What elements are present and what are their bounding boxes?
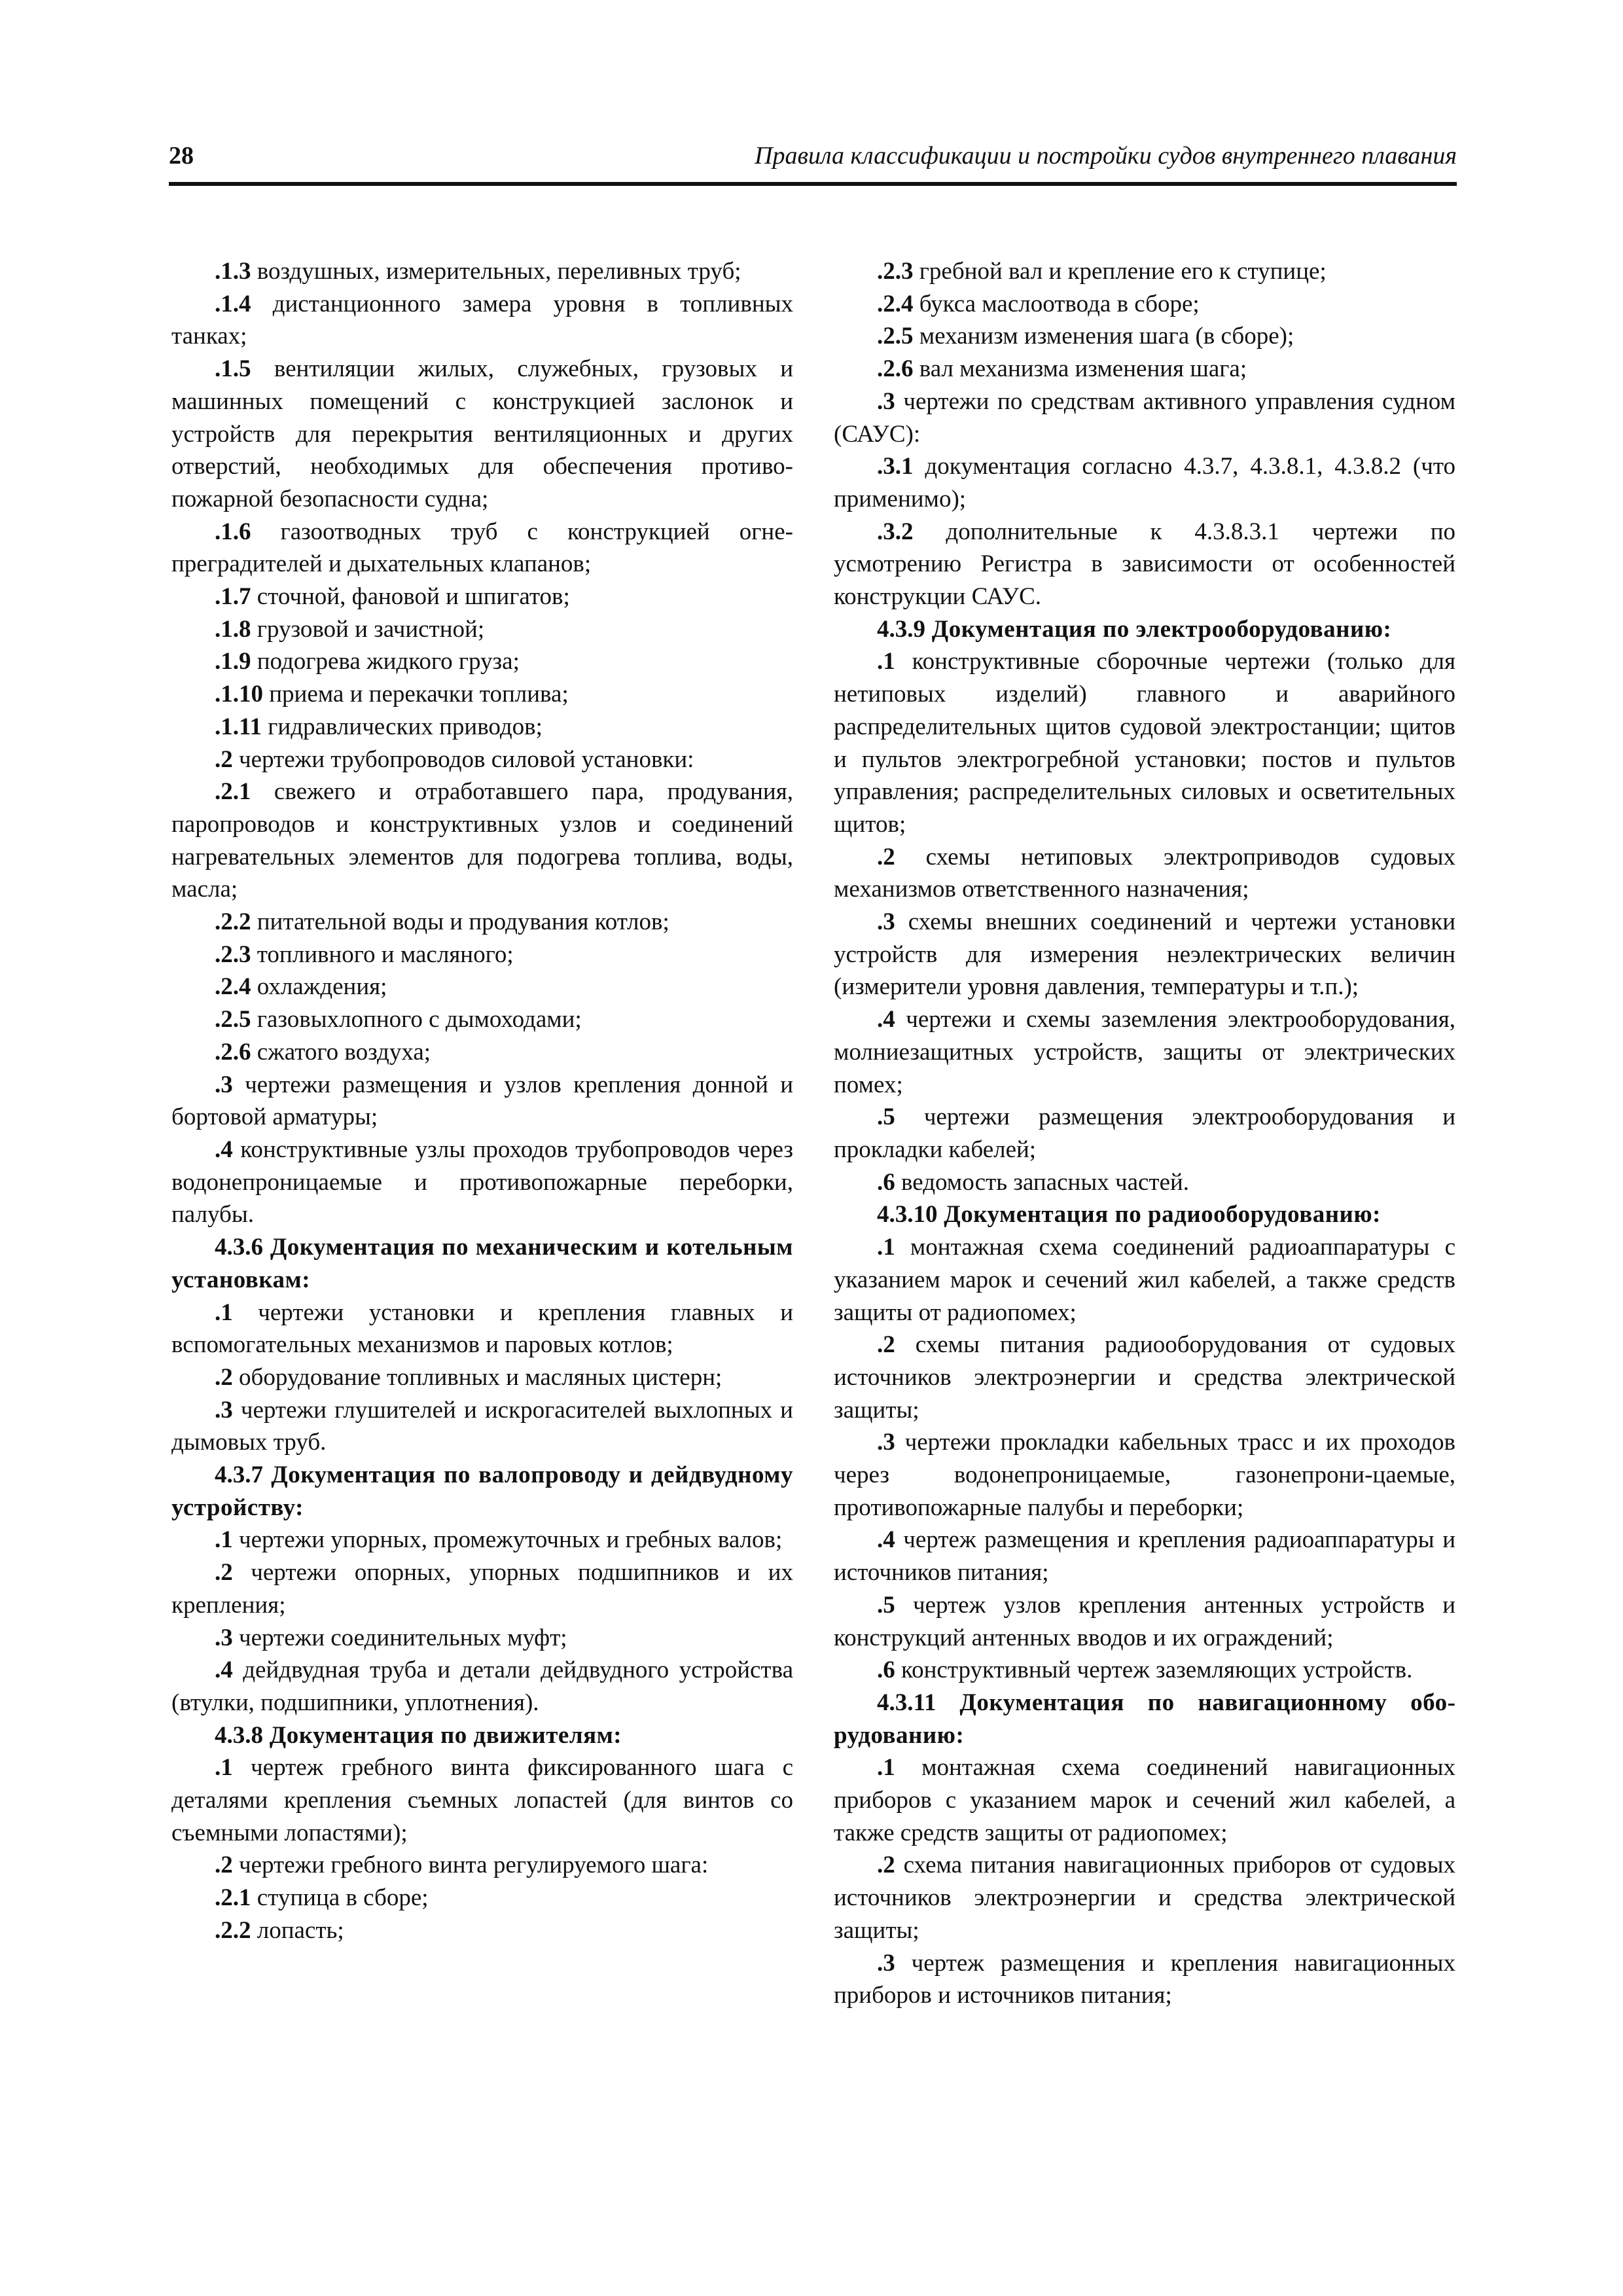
- item-text: топливного и масляного;: [251, 941, 514, 968]
- item-text: свежего и отработавшего пара, продувания, паропроводов и конструктивных узлов и соединений нагревательных элементов для подогрева топлива, воды, масла;: [171, 778, 793, 903]
- right-column: [834, 255, 1455, 2012]
- list-item: [834, 1849, 1455, 1946]
- item-number: .2: [215, 1363, 233, 1391]
- item-text: чертежи гребного винта регулируемого шага:: [232, 1852, 709, 1879]
- item-number: .3: [215, 1396, 233, 1424]
- item-text: чертеж размещения и крепления радиоаппаратуры и источников питания;: [834, 1526, 1455, 1587]
- list-item: [171, 645, 793, 678]
- item-text: чертежи глушителей и искрогасителей выхлопных и дымовых труб.: [171, 1396, 793, 1456]
- list-item: [171, 776, 793, 906]
- list-item: [171, 1556, 793, 1621]
- item-text: документация согласно 4.3.7, 4.3.8.1, 4.3.8.2 (что применимо);: [834, 453, 1455, 512]
- list-item: [834, 1426, 1455, 1524]
- item-number: .3: [215, 1624, 233, 1651]
- item-text: чертежи прокладки кабельных трасс и их проходов через водонепроницаемые, газонепрони-цаемые, противопожарные палубы и переборки;: [834, 1429, 1455, 1521]
- item-text: оборудование топливных и масляных цистерн;: [232, 1363, 722, 1391]
- item-number: .5: [877, 1591, 895, 1619]
- item-number: .2.4: [215, 973, 251, 1001]
- item-text: вал механизма изменения шага;: [913, 355, 1247, 383]
- item-text: дополнительные к 4.3.8.3.1 чертежи по усмотрению Регистра в зависимости от особенностей конструкции САУС.: [834, 518, 1455, 611]
- list-item: [834, 320, 1455, 353]
- list-item: [834, 386, 1455, 450]
- item-number: 4.3.6: [215, 1234, 263, 1261]
- list-item: [834, 1231, 1455, 1329]
- item-text: грузовой и зачистной;: [251, 615, 485, 643]
- section-heading: [834, 1198, 1455, 1231]
- item-number: .1: [877, 648, 895, 675]
- item-number: .2: [215, 1559, 233, 1587]
- item-number: .3: [877, 1949, 895, 1977]
- item-number: .1: [215, 1299, 233, 1326]
- list-item: [171, 1036, 793, 1069]
- item-number: .6: [877, 1168, 895, 1196]
- heading-text: Документация по радиооборудованию:: [937, 1201, 1381, 1229]
- item-text: газовыхлопного с дымоходами;: [251, 1006, 582, 1033]
- list-item: [834, 1003, 1455, 1101]
- item-number: .4: [215, 1136, 233, 1163]
- item-text: охлаждения;: [251, 973, 387, 1001]
- item-number: .1: [877, 1754, 895, 1782]
- item-number: 4.3.10: [877, 1201, 938, 1229]
- item-text: подогрева жидкого груза;: [251, 648, 520, 675]
- left-column: [171, 255, 793, 1947]
- item-text: чертеж узлов крепления антенных устройств и конструкций антенных вводов и их ограждений;: [834, 1591, 1455, 1651]
- heading-text: Документация по движителям:: [263, 1721, 622, 1749]
- list-item: [171, 353, 793, 516]
- list-item: [171, 255, 793, 288]
- item-text: чертежи установки и крепления главных и вспомогательных механизмов и паровых котлов;: [171, 1299, 793, 1359]
- item-text: гребной вал и крепление его к ступице;: [913, 258, 1327, 285]
- list-item: [171, 711, 793, 744]
- item-number: .1.8: [215, 615, 251, 643]
- item-number: .2.2: [215, 908, 251, 936]
- list-item: [834, 1329, 1455, 1426]
- item-number: .1: [877, 1234, 895, 1261]
- item-text: чертеж гребного винта фиксированного шага с деталями крепления съемных лопастей (для винтов со съемными лопастями);: [171, 1754, 793, 1846]
- page-header: [169, 141, 1457, 186]
- item-number: .2.3: [215, 941, 251, 968]
- item-number: .1.9: [215, 648, 251, 675]
- item-number: .3: [877, 1429, 895, 1456]
- item-text: сточной, фановой и шпигатов;: [251, 583, 570, 611]
- item-text: схемы внешних соединений и чертежи установки устройств для измерения неэлектрических величин (измерители уровня давления, температуры и т.п.);: [834, 908, 1455, 1001]
- section-heading: [171, 1459, 793, 1524]
- list-item: [171, 1849, 793, 1882]
- item-text: питательной воды и продувания котлов;: [251, 908, 669, 936]
- item-number: .1.11: [215, 713, 262, 740]
- list-item: [171, 1524, 793, 1556]
- item-number: 4.3.8: [215, 1721, 263, 1749]
- item-number: .2.6: [877, 355, 914, 383]
- item-text: монтажная схема соединений навигационных приборов с указанием марок и сечений жил кабелей, а также средств защиты от радиопомех;: [834, 1754, 1455, 1846]
- list-item: [171, 971, 793, 1003]
- item-text: чертежи соединительных муфт;: [232, 1624, 567, 1651]
- item-number: 4.3.11: [877, 1689, 936, 1716]
- list-item: [171, 613, 793, 646]
- item-number: .2: [877, 843, 895, 870]
- item-number: .1.5: [215, 355, 251, 383]
- item-number: .4: [215, 1657, 233, 1684]
- list-item: [171, 1003, 793, 1036]
- item-number: .2: [215, 745, 233, 773]
- item-number: .1.6: [215, 518, 251, 545]
- list-item: [834, 1654, 1455, 1687]
- item-text: букса маслоотвода в сборе;: [913, 290, 1200, 317]
- item-text: газоотводных труб с конструкцией огнепреградителей и дыхательных клапанов;: [171, 518, 793, 578]
- item-number: .4: [877, 1006, 895, 1033]
- item-text: конструктивный чертеж заземляющих устройств.: [895, 1657, 1413, 1684]
- list-item: [834, 1524, 1455, 1588]
- item-number: .1.10: [215, 681, 263, 708]
- list-item: [171, 744, 793, 776]
- list-item: [171, 1394, 793, 1459]
- item-number: .2.1: [215, 778, 251, 806]
- item-number: .2: [215, 1852, 233, 1879]
- list-item: [171, 288, 793, 353]
- list-item: [834, 1589, 1455, 1654]
- page-number: 28: [169, 142, 194, 170]
- section-heading: [834, 613, 1455, 646]
- item-number: .3.1: [877, 453, 914, 480]
- item-number: .4: [877, 1526, 895, 1554]
- list-item: [171, 1134, 793, 1231]
- item-text: ступица в сборе;: [251, 1884, 429, 1912]
- item-number: .2: [877, 1331, 895, 1359]
- item-text: схемы питания радиооборудования от судовых источников электроэнергии и средства электрической защиты;: [834, 1331, 1455, 1424]
- list-item: [171, 939, 793, 971]
- heading-text: Документация по валопроводу и дейдвудному устройству:: [171, 1462, 793, 1521]
- item-number: .2: [877, 1852, 895, 1879]
- section-heading: [171, 1231, 793, 1296]
- heading-text: Документация по механическим и котельным установкам:: [171, 1234, 793, 1293]
- item-text: дистанционного замера уровня в топливных танках;: [171, 290, 793, 350]
- list-item: [834, 1101, 1455, 1166]
- item-text: ведомость запасных частей.: [895, 1168, 1190, 1196]
- item-text: схема питания навигационных приборов от судовых источников электроэнергии и средства электрической защиты;: [834, 1852, 1455, 1944]
- list-item: [171, 1882, 793, 1914]
- item-text: чертежи размещения электрооборудования и прокладки кабелей;: [834, 1103, 1455, 1163]
- heading-text: Документация по навигационному оборудованию:: [834, 1689, 1455, 1749]
- list-item: [171, 1654, 793, 1719]
- list-item: [834, 1751, 1455, 1849]
- item-number: 4.3.7: [215, 1462, 263, 1489]
- item-number: .2.2: [215, 1916, 251, 1944]
- list-item: [171, 1751, 793, 1849]
- list-item: [834, 645, 1455, 840]
- item-number: .2.6: [215, 1038, 251, 1066]
- item-text: чертежи опорных, упорных подшипников и их крепления;: [171, 1559, 793, 1619]
- item-number: .3: [877, 908, 895, 936]
- item-number: .2.5: [877, 323, 914, 350]
- list-item: [171, 1622, 793, 1655]
- item-text: чертежи и схемы заземления электрооборудования, молниезащитных устройств, защиты от электрических помех;: [834, 1006, 1455, 1098]
- item-text: чертежи по средствам активного управления судном (САУС):: [834, 387, 1455, 448]
- item-number: .5: [877, 1103, 895, 1131]
- item-text: чертежи трубопроводов силовой установки:: [232, 745, 694, 773]
- item-text: вентиляции жилых, служебных, грузовых и машинных помещений с конструкцией заслонок и устройств для перекрытия вентиляционных и других отверстий, необходимых для обеспечения противопожарной безопасности судна;: [171, 355, 793, 512]
- list-item: [171, 906, 793, 939]
- item-text: чертежи размещения и узлов крепления донной и бортовой арматуры;: [171, 1071, 793, 1131]
- list-item: [834, 1947, 1455, 2012]
- list-item: [171, 678, 793, 711]
- item-text: приема и перекачки топлива;: [263, 681, 569, 708]
- item-text: схемы нетиповых электроприводов судовых механизмов ответственного назначения;: [834, 843, 1455, 903]
- list-item: [834, 255, 1455, 288]
- item-number: .1.7: [215, 583, 251, 611]
- item-number: .2.1: [215, 1884, 251, 1912]
- item-number: .1.3: [215, 258, 251, 285]
- item-text: чертежи упорных, промежуточных и гребных валов;: [232, 1526, 783, 1554]
- item-number: .2.4: [877, 290, 914, 317]
- item-number: .1: [215, 1754, 233, 1782]
- heading-text: Документация по электрооборудованию:: [925, 615, 1392, 643]
- item-number: 4.3.9: [877, 615, 925, 643]
- item-number: .2.3: [877, 258, 914, 285]
- item-number: .1.4: [215, 290, 251, 317]
- list-item: [171, 516, 793, 581]
- list-item: [171, 1914, 793, 1947]
- section-heading: [171, 1719, 793, 1752]
- list-item: [171, 1297, 793, 1361]
- item-number: .2.5: [215, 1006, 251, 1033]
- list-item: [834, 516, 1455, 613]
- list-item: [834, 450, 1455, 515]
- section-heading: [834, 1687, 1455, 1751]
- item-number: .3.2: [877, 518, 914, 545]
- item-text: воздушных, измерительных, переливных труб;: [251, 258, 741, 285]
- item-text: конструктивные сборочные чертежи (только для нетиповых изделий) главного и аварийного распределительных щитов судовой электростанции; щитов и пультов электрогребной установки; постов и пультов управления; распределительных силовых и осветительных щитов;: [834, 648, 1455, 838]
- item-number: .3: [877, 387, 895, 415]
- item-number: .1: [215, 1526, 233, 1554]
- item-text: конструктивные узлы проходов трубопроводов через водонепроницаемые и противопожарные переборки, палубы.: [171, 1136, 793, 1229]
- list-item: [171, 581, 793, 613]
- item-text: гидравлических приводов;: [261, 713, 543, 740]
- item-text: сжатого воздуха;: [251, 1038, 431, 1066]
- list-item: [834, 1166, 1455, 1199]
- item-number: .3: [215, 1071, 233, 1098]
- list-item: [171, 1361, 793, 1394]
- item-text: механизм изменения шага (в сборе);: [913, 323, 1294, 350]
- list-item: [834, 906, 1455, 1003]
- running-title: Правила классификации и постройки судов внутреннего плавания: [755, 142, 1457, 170]
- item-text: лопасть;: [251, 1916, 344, 1944]
- item-number: .6: [877, 1657, 895, 1684]
- list-item: [834, 288, 1455, 321]
- list-item: [834, 841, 1455, 906]
- item-text: монтажная схема соединений радиоаппаратуры с указанием марок и сечений жил кабелей, а также средств защиты от радиопомех;: [834, 1234, 1455, 1326]
- list-item: [171, 1069, 793, 1134]
- item-text: дейдвудная труба и детали дейдвудного устройства (втулки, подшипники, уплотнения).: [171, 1657, 793, 1716]
- list-item: [834, 353, 1455, 386]
- item-text: чертеж размещения и крепления навигационных приборов и источников питания;: [834, 1949, 1455, 2009]
